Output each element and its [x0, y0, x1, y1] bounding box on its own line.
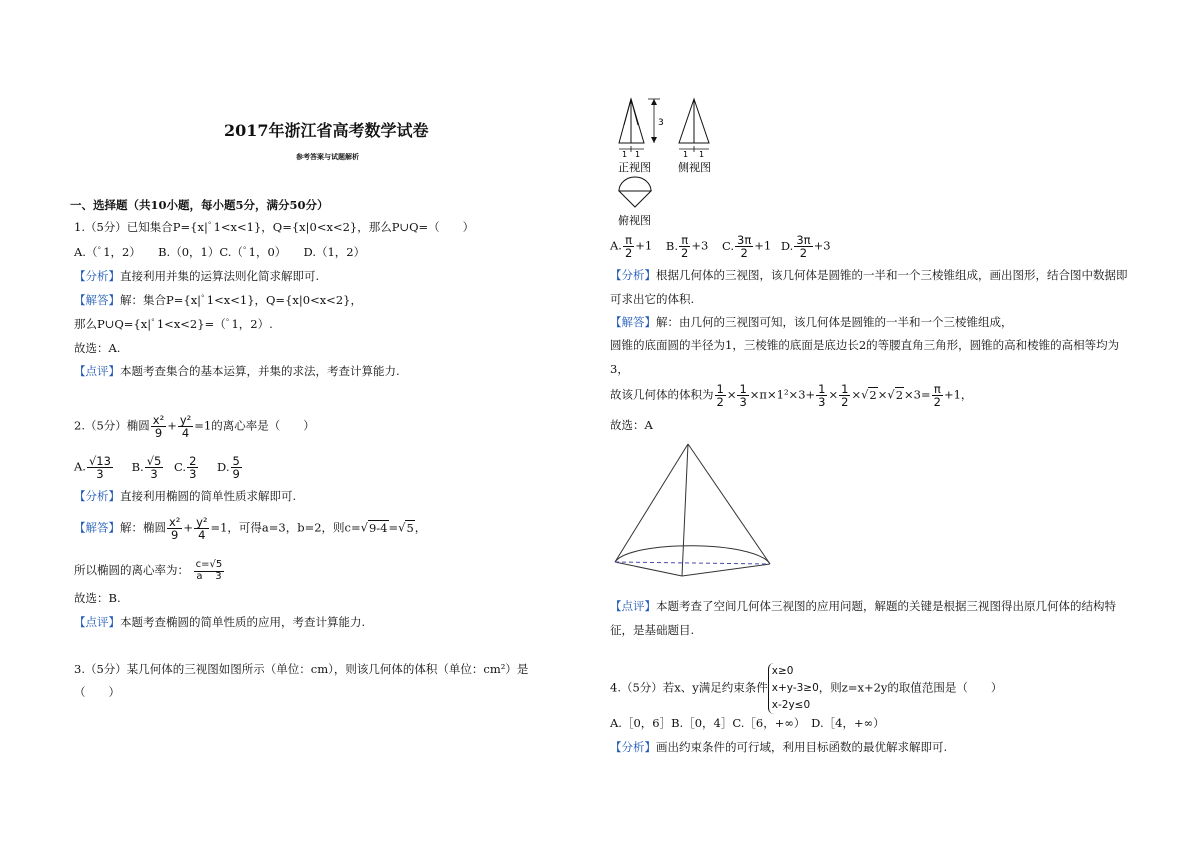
q3-optB [679, 234, 690, 259]
constraint-2: x+y-3≥0 [771, 682, 819, 694]
sqrt-2: 2 [869, 387, 877, 402]
analysis-tag: 【分析】 [610, 740, 656, 754]
q2-options [74, 455, 243, 480]
q3-analysis-text: 根据几何体的三视图，该几何体是圆锥的一半和一个三棱锥组成，画出图形，结合图中数据即可求出它的体积. [610, 268, 1128, 306]
frac-num: 1 [841, 382, 849, 396]
q1-answer: 故选：A. [74, 341, 121, 355]
q4-stem-a: 4.（5分）若x、y满足约束条件 [610, 680, 768, 695]
q2-solution: 【解答】解：椭圆 $\frac{\text{x²}}{9}$ + $\frac{\text{y²}}{4}$ =1，可得a=3，b=2，则c=√9-4=√5， [74, 515, 427, 543]
plus: + [167, 418, 177, 433]
frac-den: 9 [171, 528, 179, 543]
opt-label: A. [74, 459, 86, 474]
vol-pre: 故该几何体的体积为 [610, 387, 714, 402]
solution-tag: 【解答】 [610, 315, 656, 329]
ecc-rd: 3 [215, 570, 222, 582]
analysis-tag: 【分析】 [74, 489, 120, 503]
frac-num: 5 [232, 454, 240, 468]
frac-num: 3π [737, 233, 752, 247]
frac-den: 4 [181, 426, 190, 441]
frac-num: π [932, 383, 943, 396]
q2-sol-frac-y [194, 516, 209, 541]
q2-sol-b: =1，可得a=3，b=2，则c= [210, 520, 361, 535]
dim-1: 1 [683, 150, 689, 159]
frac-den: 2 [681, 246, 689, 261]
frac-num: 1 [716, 382, 724, 396]
frac-num: √5 [146, 454, 162, 468]
q1-comment-text: 本题考查集合的基本运算，并集的求法，考查计算能力. [120, 364, 400, 378]
sqrt-5: 5 [406, 520, 414, 535]
analysis-tag: 【分析】 [610, 268, 656, 282]
q1-options: A.（ﾟ1，2） B.（0，1）C.（ﾟ1，0） D.（1，2） [74, 245, 366, 259]
q2-comment-text: 本题考查椭圆的简单性质的应用，考查计算能力. [120, 615, 366, 629]
frac-den: 9 [154, 426, 163, 441]
frac-num: y² [196, 515, 208, 529]
q2-sol-a: 解：椭圆 [120, 520, 166, 535]
frac-den: 3 [150, 467, 158, 482]
q1-comment [74, 365, 400, 379]
frac-den: 2 [740, 246, 748, 261]
q3-optA [623, 234, 634, 259]
front-view-label: 正视图 [618, 161, 651, 174]
frac-den: 3 [96, 467, 104, 482]
opt-label: B. [131, 459, 144, 474]
q2-comment [74, 616, 365, 630]
q4-options: A.［0，6］B.［0，4］C.［6，+∞） D.［4，+∞） [610, 716, 885, 730]
frac-1-2b [839, 383, 850, 408]
frac-den: 2 [933, 395, 941, 410]
frac-num: x² [169, 515, 181, 529]
opt-label: C. [721, 238, 734, 253]
q3-sol2: 圆锥的底面圆的半径为1，三棱锥的底面是底边长2的等腰直角三角形，圆锥的高和棱锥的高相等均为3， [610, 338, 1120, 376]
frac-num: x² [152, 413, 165, 427]
top-view [618, 177, 651, 227]
solution-tag: 【解答】 [74, 293, 120, 307]
vol-mid3: × [851, 387, 862, 402]
q2-optC [187, 455, 198, 480]
q1-analysis-text: 直接利用并集的运算法则化简求解即可. [120, 269, 320, 283]
q3-comment-text: 本题考查了空间几何体三视图的应用问题，解题的关键是根据三视图得出原几何体的结构特征，是基础题目. [610, 599, 1116, 637]
q3-stem2: （ ） [74, 685, 120, 699]
ecc-d: a [196, 570, 203, 582]
q2-optA [87, 455, 113, 480]
q2-optB [145, 455, 164, 480]
three-view-figure [614, 95, 724, 230]
q3-optD [794, 234, 812, 259]
opt-label: B. [665, 238, 679, 253]
dim-1: 1 [635, 150, 641, 159]
frac-1-3b [816, 383, 827, 408]
dim-1: 1 [699, 150, 705, 159]
q2-analysis-text: 直接利用椭圆的简单性质求解即可. [120, 489, 297, 503]
q1-analysis [74, 270, 319, 284]
opt-suffix: +1 [635, 238, 653, 253]
vol-end: +1， [943, 387, 973, 402]
q2-num: 2.（5分）椭圆 [74, 418, 150, 433]
vol-mid1: ×π×1²×3+ [749, 387, 816, 402]
frac-den: 2 [716, 395, 724, 410]
frac-den: 9 [232, 467, 240, 482]
q1-solution [74, 294, 362, 308]
dim-3: 3 [658, 118, 664, 128]
frac-pi-2 [932, 383, 943, 408]
frac-den: 2 [624, 246, 633, 261]
sqrt-2b: 2 [895, 387, 904, 402]
q2-ecc-text: 所以椭圆的离心率为： [74, 563, 189, 577]
vol-mid5: ×3= [904, 387, 931, 402]
constraint-system [768, 663, 819, 714]
front-view [618, 99, 664, 174]
eq: = [201, 559, 210, 570]
frac-num: y² [179, 413, 192, 427]
dim-1: 1 [622, 150, 628, 159]
q3-comment [610, 594, 1130, 642]
q4-stem-b: ，则z=x+2y的取值范围是（ ） [818, 680, 1003, 695]
constraint-1: x≥0 [771, 665, 794, 677]
q3-answer: 故选：A [610, 418, 653, 432]
q4-analysis [610, 741, 947, 755]
frac-den: 3 [739, 395, 747, 410]
q4-stem [610, 663, 1002, 714]
frac-num: π [623, 234, 634, 247]
q2-answer: 故选：B. [74, 591, 121, 605]
q3-analysis [610, 263, 1130, 311]
q2-stem [74, 414, 315, 439]
opt-suffix: +3 [813, 238, 831, 253]
frac-num: √13 [88, 454, 111, 468]
ecc-rn: √5 [209, 559, 223, 570]
q2-frac-x [151, 414, 166, 439]
comment-tag: 【点评】 [74, 364, 120, 378]
opt-suffix: +3 [691, 238, 709, 253]
frac-1-2 [715, 383, 726, 408]
q2-sol-c: ， [414, 520, 427, 535]
q2-frac-y [178, 414, 193, 439]
constraint-3: x-2y≤0 [771, 699, 811, 711]
q1-solution-text: 解：集合P={x|ﾟ1<x<1}，Q={x|0<x<2}， [120, 293, 362, 307]
q4-analysis-text: 画出约束条件的可行域，利用目标函数的最优解求解即可. [656, 740, 948, 754]
opt-label: A. [610, 238, 622, 253]
q3-optC [735, 234, 753, 259]
top-view-label: 俯视图 [618, 214, 651, 227]
q3-options [610, 234, 831, 259]
q2-optD [231, 455, 242, 480]
q3-volume: 故该几何体的体积为 $\frac{1}{2}$ × $\frac{1}{3}$ ×π×1²×3+ $\frac{1}{3}$ × $\frac{1}{2}$ ×√2×√2×3= $\frac{\pi}{2}$ +1， [610, 382, 973, 410]
side-view-label: 侧视图 [678, 161, 711, 174]
opt-label: D. [217, 459, 230, 474]
q3-solution [610, 316, 1013, 330]
plus: + [183, 520, 194, 535]
vol-mid4: × [877, 387, 888, 402]
side-view [678, 99, 711, 174]
analysis-tag: 【分析】 [74, 269, 120, 283]
frac-num: π [679, 234, 690, 247]
q2-sol-frac-x [167, 516, 182, 541]
frac-den: 2 [799, 246, 808, 261]
q1-line2: 那么P∪Q={x|ﾟ1<x<2}=（ﾟ1，2）. [74, 317, 273, 331]
frac-num: 1 [818, 382, 826, 396]
sqrt-9-4: 9-4 [368, 520, 388, 535]
eq: = [388, 520, 399, 535]
vol-mid2: × [828, 387, 839, 402]
page-title: 2017年浙江省高考数学试卷 [224, 121, 429, 140]
solid-figure [610, 440, 780, 580]
frac-num: 1 [739, 382, 747, 396]
q2-tail: =1的离心率是（ ） [194, 418, 315, 433]
section-heading: 一、选择题（共10小题，每小题5分，满分50分） [70, 198, 329, 212]
ecc-n: c [195, 559, 202, 570]
frac-den: 3 [189, 467, 197, 482]
ecc-frac [194, 560, 225, 582]
frac-1-3 [737, 383, 748, 408]
q2-eccentricity [74, 560, 225, 582]
ecc-frac-bottom [194, 572, 225, 583]
comment-tag: 【点评】 [74, 615, 120, 629]
frac-num: 3π [796, 233, 811, 247]
frac-den: 3 [818, 395, 826, 410]
opt-label: D. [780, 238, 794, 253]
q3-sol1: 解：由几何的三视图可知，该几何体是圆锥的一半和一个三棱锥组成， [656, 315, 1013, 329]
comment-tag: 【点评】 [610, 599, 656, 613]
q2-analysis [74, 490, 296, 504]
q3-stem: 3.（5分）某几何体的三视图如图所示（单位：cm），则该几何体的体积（单位：cm²）是 [74, 662, 529, 676]
frac-den: 4 [198, 528, 206, 543]
opt-label: C. [174, 459, 187, 474]
page-subtitle: 参考答案与试题解析 [296, 153, 359, 161]
frac-den: 2 [841, 395, 849, 410]
opt-suffix: +1 [754, 238, 772, 253]
frac-num: 2 [189, 454, 197, 468]
q1-stem: 1.（5分）已知集合P={x|ﾟ1<x<1}，Q={x|0<x<2}，那么P∪Q=（ ） [74, 220, 475, 234]
solution-tag: 【解答】 [74, 520, 120, 535]
